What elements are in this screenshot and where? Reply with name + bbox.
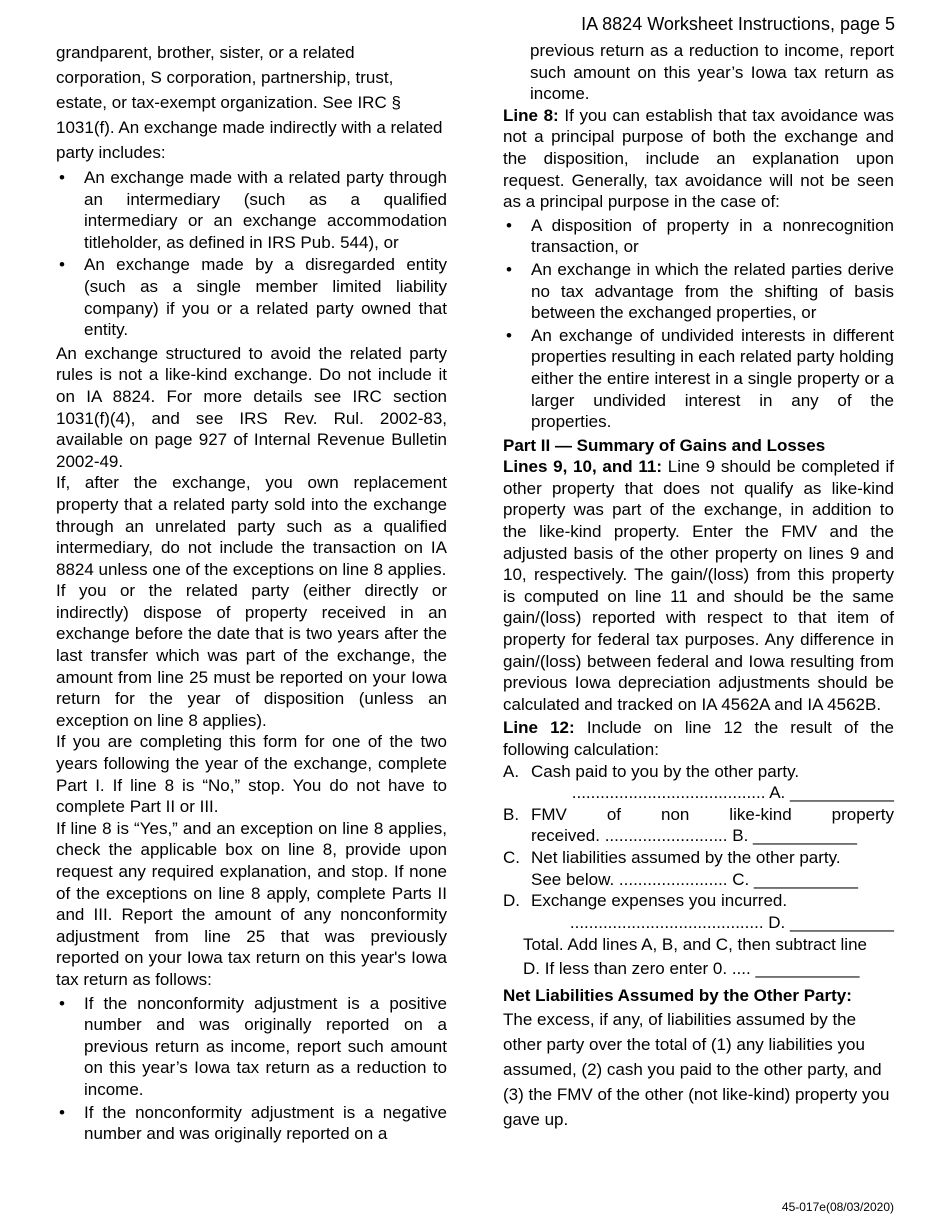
line-12-text: Include on line 12 the result of the following calculation:	[503, 718, 894, 759]
part-2-heading: Part II — Summary of Gains and Losses	[503, 435, 826, 455]
list-item: • An exchange in which the related parties derive no tax advantage from the shifting of basis between the exchanged properties, or	[503, 259, 894, 324]
calc-text: Exchange expenses you incurred.	[531, 891, 788, 911]
avoid-rules-paragraph: An exchange structured to avoid the related party rules is not a like-kind exchange. Do not include it on IA 8824. For more details see IRC section 1031(f)(4), and see IRS Rev. Rul. 2002-83, available on page 927 of Internal Revenue Bulletin 2002-49.	[56, 343, 447, 471]
list-item: • An exchange made with a related party through an intermediary (such as a qualified intermediary or an exchange accommodation titleholder, as defined in IRS Pub. 544), or	[56, 167, 447, 253]
calc-row-b	[503, 804, 894, 847]
calc-entry-line: See below. ....................... C. ___________	[531, 869, 858, 889]
page-header: IA 8824 Worksheet Instructions, page 5	[581, 14, 895, 34]
calc-row-c	[503, 847, 894, 890]
exception-paragraph: If line 8 is “Yes,” and an exception on line 8 applies, check the applicable box on line 8, provide upon request any required explanation, and stop. If none of the exceptions on line 8 apply, complete Parts II and III. Report the amount of any nonconformity adjustment from line 25 that was previously reported on your Iowa tax return on this year's Iowa tax return as follows:	[56, 818, 447, 989]
lines-9-11-text: Line 9 should be completed if other property that does not qualify as like-kind property was part of the exchange, in addition to the like-kind property. Enter the FMV and the adjusted basis of the other property on lines 9 and 10, respectively. The gain/(loss) from this property is computed on line 11 and should be the same gain/(loss) reported with respect to that item of property for federal tax purposes. Any difference in gain/(loss) between federal and Iowa resulting from previous Iowa depreciation adjustments should be calculated and tracked on IA 4562A and IA 4562B.	[503, 457, 894, 714]
right-column	[503, 40, 894, 1132]
line-8-text: If you can establish that tax avoidance was not a principal purpose of both the exchange and the disposition, include an explanation upon request. Generally, tax avoidance will not be seen as a principal purpose in the case of:	[503, 105, 894, 212]
calc-total-line-2: D. If less than zero enter 0. .... ___________	[523, 959, 860, 979]
calc-total-line-1: Total. Add lines A, B, and C, then subtract line	[523, 935, 867, 955]
list-item: • If the nonconformity adjustment is a positive number and was originally reported on a previous return as income, report such amount on this year’s Iowa tax return as a reduction to income.	[56, 993, 447, 1101]
list-item: • An exchange of undivided interests in different properties resulting in each related party holding either the entire interest in a single property or a larger undivided interest in any of the properties.	[503, 325, 894, 433]
tax-avoidance-list	[503, 215, 894, 433]
form-code: 45-017e(08/03/2020)	[781, 1200, 894, 1214]
calc-letter: D.	[503, 891, 520, 911]
lines-9-11-paragraph	[503, 456, 894, 715]
left-column	[56, 40, 447, 1147]
calc-letter: A.	[503, 761, 520, 781]
calc-letter: C.	[503, 847, 520, 867]
list-item: • If the nonconformity adjustment is a negative number and was originally reported on a	[56, 1102, 447, 1145]
replacement-property-paragraph: If, after the exchange, you own replacement property that a related party sold into the exchange through an unrelated party such as a qualified intermediary, do not include the transaction on IA 8824 unless one of the exceptions on line 8 applies.	[56, 473, 447, 579]
calc-entry-line: ......................................... D. ___________	[569, 912, 894, 932]
lines-9-11-label: Lines 9, 10, and 11:	[503, 457, 663, 477]
line-8-label: Line 8:	[503, 105, 559, 125]
calc-entry-line: received. .......................... B. ___________	[531, 826, 858, 846]
net-liabilities-heading: Net Liabilities Assumed by the Other Party:	[503, 986, 852, 1006]
calc-row-d	[503, 890, 894, 933]
line-12-paragraph	[503, 717, 894, 760]
list-item: • An exchange made by a disregarded entity (such as a single member limited liability company) if you or a related party owned that entity.	[56, 254, 447, 340]
calc-letter: B.	[503, 804, 520, 824]
related-party-paragraph: grandparent, brother, sister, or a related corporation, S corporation, partnership, trust, estate, or tax-exempt organization. See IRC § 1031(f). An exchange made indirectly with a related party includes:	[56, 43, 443, 162]
calc-text: Net liabilities assumed by the other party.	[531, 847, 841, 867]
continued-bullet-text: previous return as a reduction to income, report such amount on this year’s Iowa tax return as income.	[530, 41, 894, 104]
list-item: • A disposition of property in a nonrecognition transaction, or	[503, 215, 894, 258]
indirect-exchange-list	[56, 167, 447, 341]
nonconformity-list	[56, 993, 447, 1145]
line-12-label: Line 12:	[503, 718, 575, 738]
calc-row-a	[503, 761, 894, 804]
net-liabilities-paragraph: The excess, if any, of liabilities assumed by the other party over the total of (1) any liabilities you assumed, (2) cash you paid to the other party, and (3) the FMV of the other (not like-kind) property you gave up.	[503, 1009, 890, 1129]
calc-entry-line: ......................................... A. ___________	[571, 783, 894, 803]
line-8-paragraph	[503, 105, 894, 213]
calc-text: Cash paid to you by the other party.	[531, 761, 800, 781]
disposition-paragraph: If you or the related party (either directly or indirectly) dispose of property received in an exchange before the date that is two years after the last transfer which was part of the exchange, the amount from line 25 must be reported on your Iowa return for the year of disposition (unless an exception on line 8 applies).	[56, 581, 447, 730]
line-12-calculation	[503, 761, 894, 982]
calc-text: FMV of non like-kind property	[531, 804, 894, 824]
two-years-paragraph: If you are completing this form for one of the two years following the year of the exchange, complete Part I. If line 8 is “No,” stop. You do not have to complete Part II or III.	[56, 732, 447, 817]
